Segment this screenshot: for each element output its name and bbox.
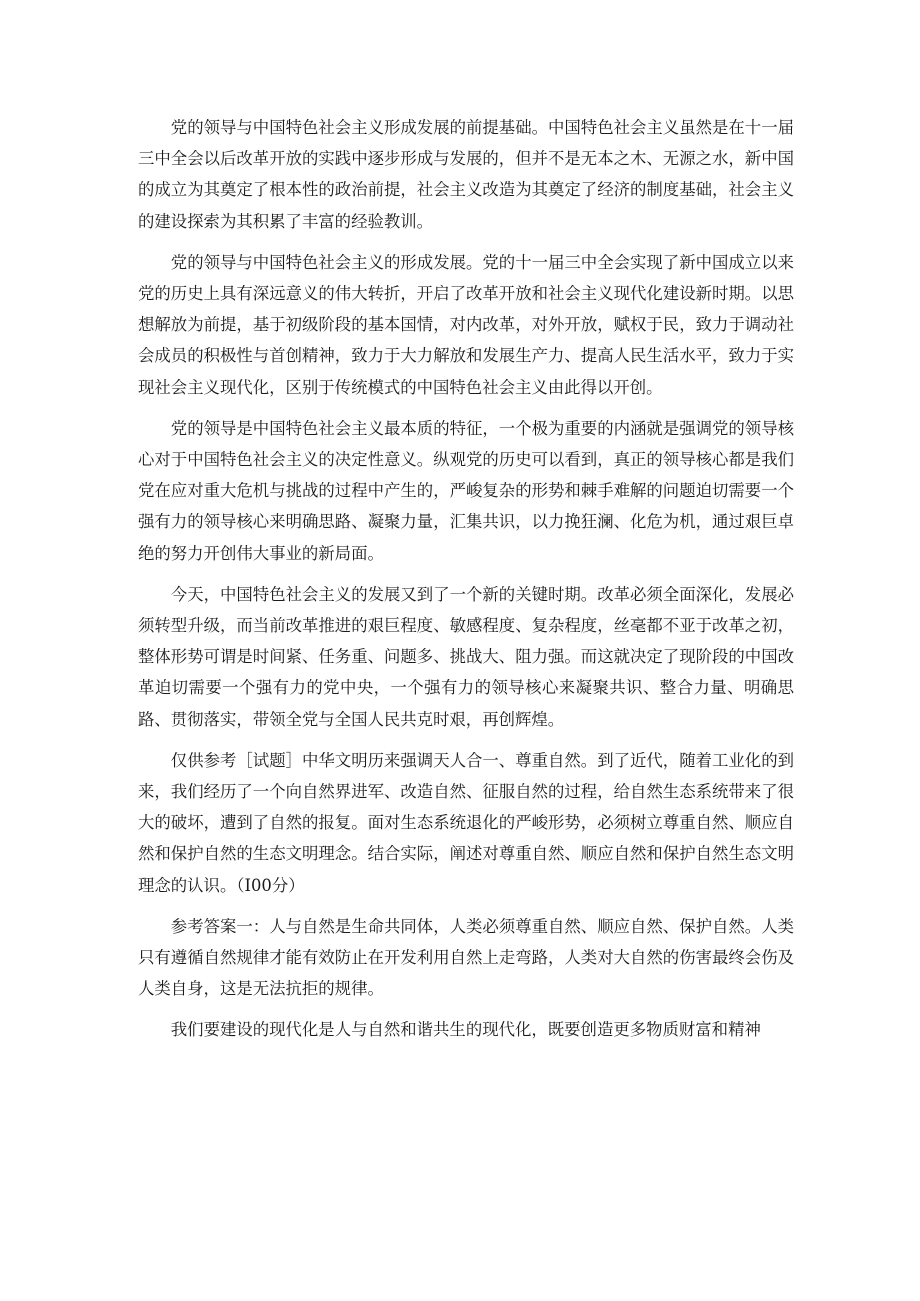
paragraph-3: 党的领导是中国特色社会主义最本质的特征，一个极为重要的内涵就是强调党的领导核心对于中国特色社会主义的决定性意义。纵观党的历史可以看到，真正的领导核心都是我们党在应对重大危机与挑战的过程中产生的，严峻复杂的形势和棘手难解的问题迫切需要一个强有力的领导核心来明确思路、凝聚力量，汇集共识，以力挽狂澜、化危为机，通过艰巨卓绝的努力开创伟大事业的新局面。 xyxy=(138,418,794,563)
paragraph-7: 我们要建设的现代化是人与自然和谐共生的现代化，既要创造更多物质财富和精神 xyxy=(170,1020,761,1040)
paragraph-2: 党的领导与中国特色社会主义的形成发展。党的十一届三中全会实现了新中国成立以来党的历史上具有深远意义的伟大转折，开启了改革开放和社会主义现代化建设新时期。以思想解放为前提，基于初级阶段的基本国情，对内改革，对外开放，赋权于民，致力于调动社会成员的积极性与首创精神，致力于大力解放和发展生产力、提高人民生活水平，致力于实现社会主义现代化，区别于传统模式的中国特色社会主义由此得以开创。 xyxy=(138,252,794,397)
paragraph-6: 参考答案一：人与自然是生命共同体，人类必须尊重自然、顺应自然、保护自然。人类只有遵循自然规律才能有效防止在开发利用自然上走弯路，人类对大自然的伤害最终会伤及人类自身，这是无法抗拒的规律。 xyxy=(138,916,794,999)
document-body xyxy=(138,112,794,1056)
paragraph-4: 今天，中国特色社会主义的发展又到了一个新的关键时期。改革必须全面深化，发展必须转型升级，而当前改革推进的艰巨程度、敏感程度、复杂程度，丝毫都不亚于改革之初，整体形势可谓是时间紧、任务重、问题多、挑战大、阻力强。而这就决定了现阶段的中国改革迫切需要一个强有力的党中央，一个强有力的领导核心来凝聚共识、整合力量、明确思路、贯彻落实，带领全党与全国人民共克时艰，再创辉煌。 xyxy=(138,584,794,729)
paragraph-1: 党的领导与中国特色社会主义形成发展的前提基础。中国特色社会主义虽然是在十一届三中全会以后改革开放的实践中逐步形成与发展的，但并不是无本之木、无源之水，新中国的成立为其奠定了根本性的政治前提，社会主义改造为其奠定了经济的制度基础，社会主义的建设探索为其积累了丰富的经验教训。 xyxy=(138,118,794,231)
paragraph-5: 仅供参考［试题］中华文明历来强调天人合一、尊重自然。到了近代，随着工业化的到来，我们经历了一个向自然界进军、改造自然、征服自然的过程，给自然生态系统带来了很大的破坏，遭到了自然的报复。面对生态系统退化的严峻形势，必须树立尊重自然、顺应自然和保护自然的生态文明理念。结合实际，阐述对尊重自然、顺应自然和保护自然生态文明理念的认识。（I00分） xyxy=(138,750,794,895)
